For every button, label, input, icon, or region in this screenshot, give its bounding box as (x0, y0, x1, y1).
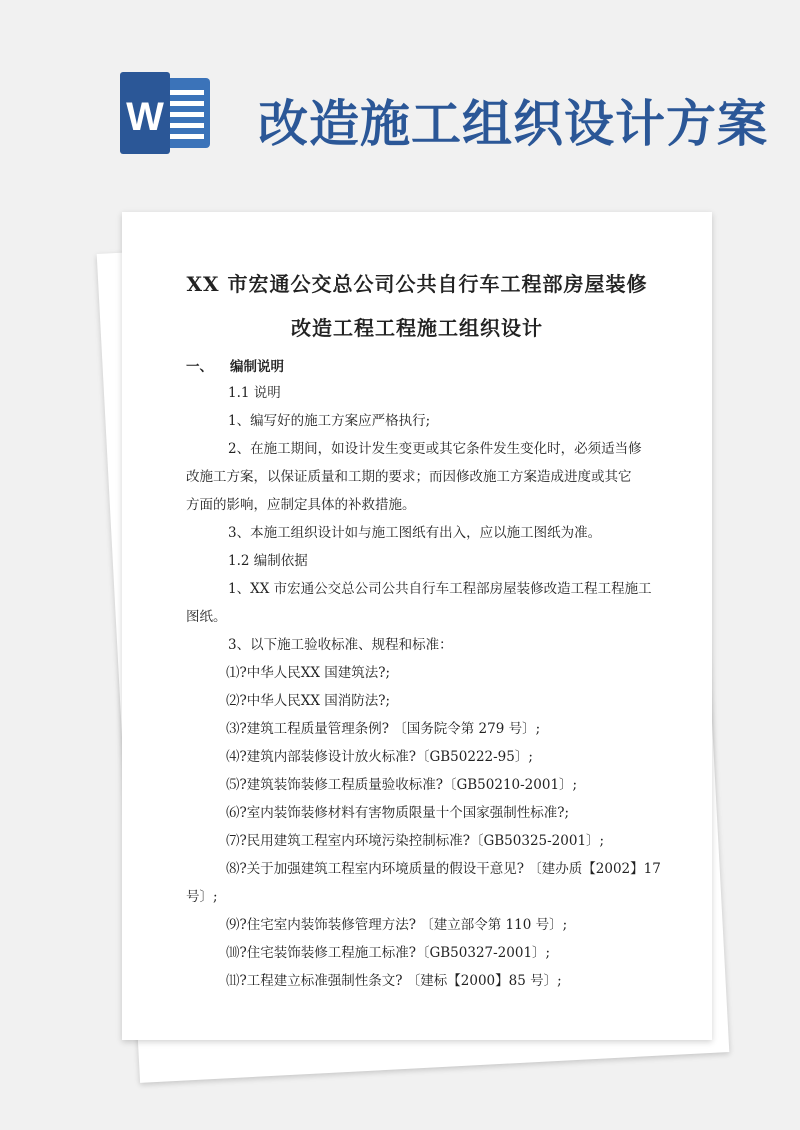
document-title-line-1: XX 市宏通公交总公司公共自行车工程部房屋装修 (186, 272, 648, 296)
paragraph-line: 1、XX 市宏通公交总公司公共自行车工程部房屋装修改造工程工程施工 (228, 581, 652, 597)
list-item: ⑸?建筑装饰装修工程质量验收标准?〔GB50210-2001〕; (226, 777, 578, 793)
list-item: ⑽?住宅装饰装修工程施工标准?〔GB50327-2001〕; (226, 945, 551, 961)
paragraph-line: 1、编写好的施工方案应严格执行; (228, 413, 431, 429)
list-item: ⑹?室内装饰装修材料有害物质限量十个国家强制性标准?; (226, 805, 570, 821)
svg-text:W: W (126, 95, 164, 139)
list-item: ⑷?建筑内部装修设计放火标准?〔GB50222-95〕; (226, 749, 533, 765)
paragraph-line: 3、本施工组织设计如与施工图纸有出入，应以施工图纸为准。 (228, 525, 602, 541)
word-icon (118, 72, 214, 154)
list-item: ⑻?关于加强建筑工程室内环境质量的假设干意见? 〔建办质【2002】17 (226, 861, 661, 877)
list-item: ⑶?建筑工程质量管理条例? 〔国务院令第 279 号〕; (226, 721, 541, 737)
paragraph-line: 图纸。 (186, 609, 227, 625)
paragraph-line: 方面的影响，应制定具体的补救措施。 (186, 497, 416, 513)
list-item: ⑾?工程建立标准强制性条文? 〔建标【2000】85 号〕; (226, 973, 562, 989)
list-item: ⑼?住宅室内装饰装修管理方法? 〔建立部令第 110 号〕; (226, 917, 568, 933)
subsection-heading: 1.1 说明 (228, 385, 281, 401)
subsection-heading: 1.2 编制依据 (228, 553, 308, 569)
paragraph-line: 3、以下施工验收标准、规程和标准： (228, 637, 453, 653)
section-number: 一、 (186, 359, 213, 375)
section-heading: 编制说明 (230, 359, 284, 375)
document-title-line-2: 改造工程工程施工组织设计 (291, 316, 543, 340)
list-item: ⑴?中华人民XX 国建筑法?; (226, 665, 391, 681)
banner (0, 0, 800, 200)
list-item: ⑵?中华人民XX 国消防法?; (226, 693, 391, 709)
list-item: ⑺?民用建筑工程室内环境污染控制标准?〔GB50325-2001〕; (226, 833, 605, 849)
list-item-continuation: 号〕; (186, 889, 218, 905)
paragraph-line: 2、在施工期间，如设计发生变更或其它条件发生变化时，必须适当修 (228, 441, 642, 457)
paragraph-line: 改施工方案，以保证质量和工期的要求；而因修改施工方案造成进度或其它 (186, 469, 632, 485)
document-page (122, 212, 712, 1040)
banner-title: 改造施工组织设计方案 (258, 95, 768, 153)
